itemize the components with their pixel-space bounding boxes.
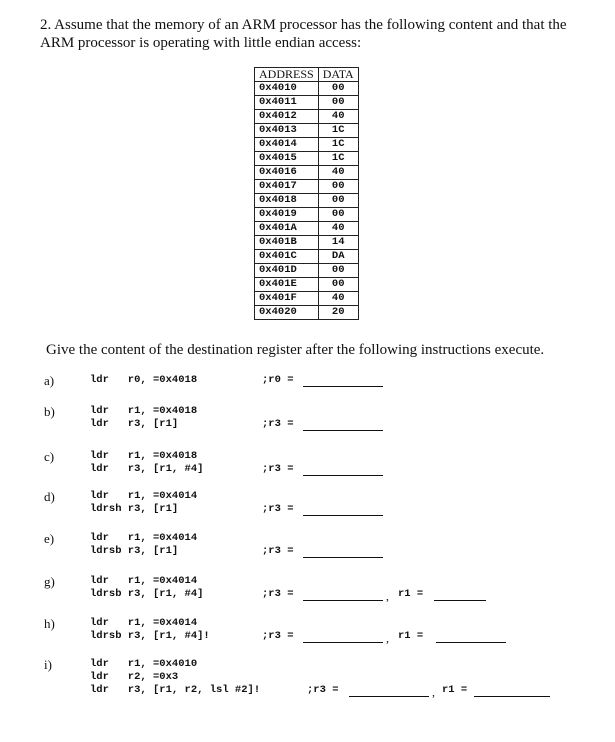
r1-comment: r1 = bbox=[398, 630, 424, 642]
memory-table bbox=[254, 67, 359, 320]
answer-blank[interactable] bbox=[303, 475, 383, 476]
answer-blank[interactable] bbox=[303, 386, 383, 387]
table-row bbox=[255, 110, 359, 124]
comma-separator: , bbox=[432, 685, 435, 699]
part-label: c) bbox=[44, 449, 55, 464]
code-line: ldr r3, [r1, r2, lsl #2]! bbox=[90, 684, 261, 696]
code-line: ldr r3, [r1, #4] bbox=[90, 463, 204, 475]
table-row bbox=[255, 278, 359, 292]
data-cell: 20 bbox=[318, 306, 358, 320]
address-cell: 0x4010 bbox=[255, 82, 319, 96]
address-cell: 0x401F bbox=[255, 292, 319, 306]
table-row bbox=[255, 138, 359, 152]
register-comment: ;r3 = bbox=[307, 684, 339, 696]
address-cell: 0x4012 bbox=[255, 110, 319, 124]
data-cell: 00 bbox=[318, 194, 358, 208]
code-line: ldr r2, =0x3 bbox=[90, 671, 179, 683]
code-line: ldr r0, =0x4018 bbox=[90, 374, 198, 386]
register-comment: ;r3 = bbox=[262, 463, 294, 475]
table-row bbox=[255, 152, 359, 166]
r1-comment: r1 = bbox=[398, 588, 424, 600]
register-comment: ;r3 = bbox=[262, 588, 294, 600]
data-cell: 00 bbox=[318, 208, 358, 222]
address-cell: 0x4020 bbox=[255, 306, 319, 320]
register-comment: ;r0 = bbox=[262, 374, 294, 386]
question-text: 2. Assume that the memory of an ARM processor has the following content and that the ARM processor is operating with little endian access: bbox=[40, 17, 567, 51]
code-line: ldr r1, =0x4018 bbox=[90, 405, 198, 417]
data-column-header: DATA bbox=[318, 68, 358, 82]
data-cell: 1C bbox=[318, 124, 358, 138]
r1-comment: r1 = bbox=[442, 684, 468, 696]
data-cell: 40 bbox=[318, 292, 358, 306]
data-cell: 40 bbox=[318, 166, 358, 180]
address-cell: 0x401A bbox=[255, 222, 319, 236]
code-line: ldrsb r3, [r1, #4]! bbox=[90, 630, 210, 642]
code-line: ldr r1, =0x4010 bbox=[90, 658, 198, 670]
data-cell: 40 bbox=[318, 110, 358, 124]
instructions-prompt: Give the content of the destination register after the following instructions execute. bbox=[46, 342, 545, 358]
part-label: g) bbox=[44, 574, 55, 589]
address-cell: 0x4014 bbox=[255, 138, 319, 152]
part-label: a) bbox=[44, 373, 55, 388]
code-line: ldr r1, =0x4014 bbox=[90, 575, 198, 587]
code-line: ldr r1, =0x4014 bbox=[90, 617, 198, 629]
table-row bbox=[255, 194, 359, 208]
address-cell: 0x401D bbox=[255, 264, 319, 278]
address-cell: 0x4016 bbox=[255, 166, 319, 180]
data-cell: 00 bbox=[318, 82, 358, 96]
code-line: ldr r1, =0x4018 bbox=[90, 450, 198, 462]
register-comment: ;r3 = bbox=[262, 630, 294, 642]
answer-blank[interactable] bbox=[303, 600, 383, 601]
table-row bbox=[255, 180, 359, 194]
code-line: ldrsb r3, [r1] bbox=[90, 545, 179, 557]
address-column-header: ADDRESS bbox=[255, 68, 319, 82]
register-comment: ;r3 = bbox=[262, 503, 294, 515]
answer-blank[interactable] bbox=[349, 696, 429, 697]
data-cell: 40 bbox=[318, 222, 358, 236]
code-line: ldr r1, =0x4014 bbox=[90, 490, 198, 502]
answer-blank[interactable] bbox=[303, 430, 383, 431]
data-cell: DA bbox=[318, 250, 358, 264]
address-cell: 0x4013 bbox=[255, 124, 319, 138]
comma-separator: , bbox=[386, 631, 389, 645]
code-line: ldr r1, =0x4014 bbox=[90, 532, 198, 544]
table-row bbox=[255, 306, 359, 320]
part-label: i) bbox=[44, 657, 52, 672]
address-cell: 0x4011 bbox=[255, 96, 319, 110]
address-cell: 0x4015 bbox=[255, 152, 319, 166]
data-cell: 00 bbox=[318, 278, 358, 292]
register-comment: ;r3 = bbox=[262, 418, 294, 430]
part-label: e) bbox=[44, 531, 55, 546]
data-cell: 14 bbox=[318, 236, 358, 250]
table-row bbox=[255, 208, 359, 222]
r1-answer-blank[interactable] bbox=[436, 642, 506, 643]
table-row bbox=[255, 82, 359, 96]
data-cell: 1C bbox=[318, 138, 358, 152]
r1-answer-blank[interactable] bbox=[474, 696, 550, 697]
code-line: ldrsb r3, [r1, #4] bbox=[90, 588, 204, 600]
address-cell: 0x401C bbox=[255, 250, 319, 264]
table-row bbox=[255, 236, 359, 250]
comma-separator: , bbox=[386, 589, 389, 603]
part-label: b) bbox=[44, 404, 55, 419]
table-row bbox=[255, 166, 359, 180]
part-label: h) bbox=[44, 616, 55, 631]
answer-blank[interactable] bbox=[303, 642, 383, 643]
table-header-row bbox=[255, 68, 359, 82]
table-row bbox=[255, 264, 359, 278]
table-row bbox=[255, 96, 359, 110]
address-cell: 0x401E bbox=[255, 278, 319, 292]
address-cell: 0x4018 bbox=[255, 194, 319, 208]
table-row bbox=[255, 250, 359, 264]
address-cell: 0x401B bbox=[255, 236, 319, 250]
address-cell: 0x4017 bbox=[255, 180, 319, 194]
data-cell: 1C bbox=[318, 152, 358, 166]
answer-blank[interactable] bbox=[303, 515, 383, 516]
data-cell: 00 bbox=[318, 264, 358, 278]
address-cell: 0x4019 bbox=[255, 208, 319, 222]
r1-answer-blank[interactable] bbox=[434, 600, 486, 601]
answer-blank[interactable] bbox=[303, 557, 383, 558]
part-label: d) bbox=[44, 489, 55, 504]
table-row bbox=[255, 292, 359, 306]
register-comment: ;r3 = bbox=[262, 545, 294, 557]
data-cell: 00 bbox=[318, 96, 358, 110]
data-cell: 00 bbox=[318, 180, 358, 194]
table-row bbox=[255, 124, 359, 138]
code-line: ldrsh r3, [r1] bbox=[90, 503, 179, 515]
table-row bbox=[255, 222, 359, 236]
code-line: ldr r3, [r1] bbox=[90, 418, 179, 430]
